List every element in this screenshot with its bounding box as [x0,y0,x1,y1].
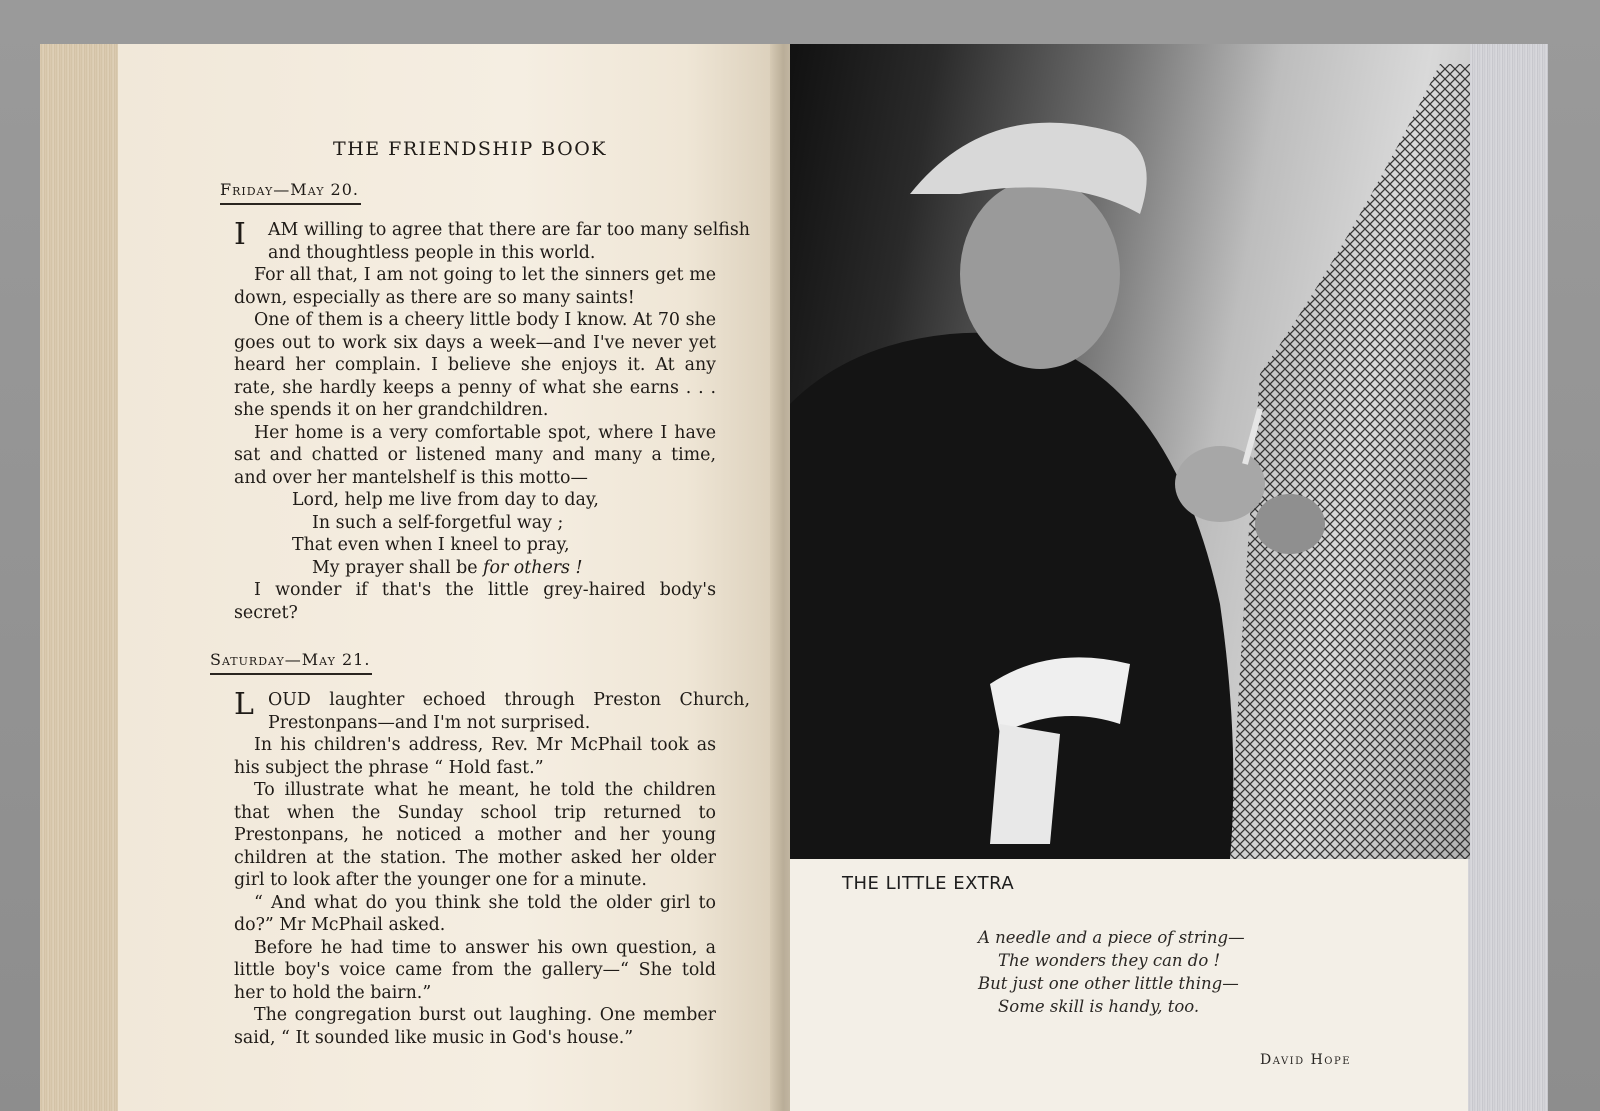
paragraph [234,219,750,264]
paragraph: The congregation burst out laughing. One member said, “ It sounded like music in God's house.” [234,1005,716,1048]
entry-friday [210,180,751,624]
fishing-net [1230,64,1470,859]
paragraph: Before he had time to answer his own question, a little boy's voice came from the gallery—“ She told her to hold the bairn.” [234,937,716,1003]
entry-date: Friday—May 20. [220,180,361,205]
drop-cap: L [234,687,254,722]
paragraph: “ And what do you think she told the older girl to do?” Mr McPhail asked. [234,892,716,935]
hand [1255,494,1325,554]
verse-line: But just one other little thing— [978,974,1239,993]
left-page-edges [40,44,120,1111]
poem-line: My prayer shall be for others ! [312,557,583,578]
paragraph: To illustrate what he meant, he told the children that when the Sunday school trip returned to Prestonpans, he noticed a mother and her young children at the station. The mother asked her older girl to look after the younger one for a minute. [234,780,716,890]
paragraph: I wonder if that's the little grey-haired body's secret? [234,580,716,623]
left-page-text [210,138,751,1075]
white-apron [990,724,1060,844]
right-page-edges [1468,44,1548,1111]
poem-line: Lord, help me live from day to day, [292,490,599,510]
verse-line: Some skill is handy, too. [998,997,1200,1016]
paragraph: One of them is a cheery little body I know. At 70 she goes out to work six days a week—and I've never yet heard her complain. I believe she enjoys it. At any rate, she hardly keeps a penny of what she earns . . . she spends it on her grandchildren. [234,310,716,420]
paragraph-text: AM willing to agree that there are far too many selfish and thoughtless people in this world. [268,220,751,263]
photo-illustration [790,44,1470,859]
verse-line: A needle and a piece of string— [978,928,1245,947]
paragraph: For all that, I am not going to let the sinners get me down, especially as there are so many saints! [234,265,716,308]
fisherman-photo [790,44,1470,859]
drop-cap: I [234,217,246,252]
hand [1175,446,1265,522]
poem-line: That even when I kneel to pray, [292,535,570,555]
verse-line: The wonders they can do ! [998,951,1221,970]
paragraph: In his children's address, Rev. Mr McPhail took as his subject the phrase “ Hold fast.” [234,735,716,778]
verse-author: David Hope [1260,1052,1352,1068]
poem-line: In such a self-forgetful way ; [312,512,564,533]
paragraph-text: OUD laughter echoed through Preston Church, Prestonpans—and I'm not surprised. [268,690,750,733]
paragraph: Her home is a very comfortable spot, where I have sat and chatted or listened many and many a time, and over her mantelshelf is this motto— [234,422,716,488]
motto-poem [292,489,722,579]
verse [978,926,1245,1018]
face [960,179,1120,369]
paragraph [234,689,750,734]
photo-caption: THE LITTLE EXTRA [842,873,1015,894]
entry-saturday [210,650,750,1049]
entry-date: Saturday—May 21. [210,650,372,675]
running-head: THE FRIENDSHIP BOOK [333,138,607,160]
